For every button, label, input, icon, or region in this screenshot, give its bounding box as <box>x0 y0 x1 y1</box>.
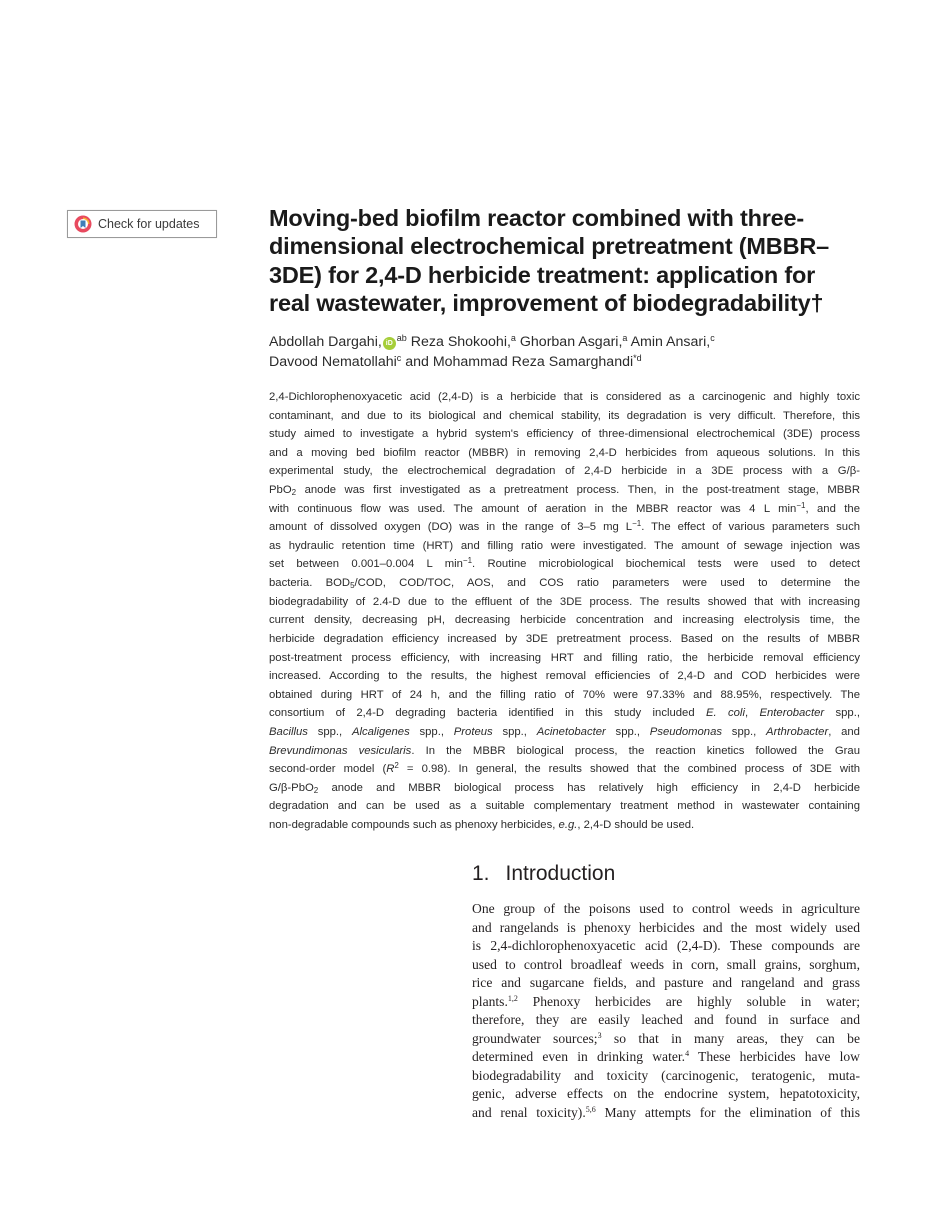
body-line <box>472 1030 860 1049</box>
abstract-line: increased. According to the results, the highest removal efficiencies of 2,4-D and COD herbicides were <box>269 670 860 683</box>
text-run: second-order model ( <box>269 763 387 776</box>
author-name: Ghorban Asgari, <box>515 334 623 350</box>
body-line: One group of the poisons used to control weeds in agriculture <box>472 901 860 916</box>
species-name: Acinetobacter <box>536 725 606 738</box>
superscript: 2 <box>394 761 399 771</box>
abstract-line <box>269 816 860 835</box>
body-line: genic, adverse effects on the endocrine system, hepatotoxicity, <box>472 1086 860 1101</box>
text-run: , and <box>828 725 860 738</box>
text-run: anode was first investigated as a pretreatment process. Then, in the post-treatment stage, MBBR <box>296 484 860 497</box>
text-run: set between 0.001–0.004 L min <box>269 558 463 571</box>
species-name: Proteus <box>453 725 493 738</box>
title-line: real wastewater, improvement of biodegradability† <box>269 289 824 316</box>
text-run: , 2,4-D should be used. <box>577 819 695 832</box>
abstract-line: and a moving bed biofilm reactor (MBBR) in removing 2,4-D herbicides from aqueous solutions. In this <box>269 446 860 459</box>
species-name: E. coli <box>705 707 745 720</box>
text-run: groundwater sources; <box>472 1030 598 1046</box>
section-title: Introduction <box>505 862 616 885</box>
text-run: e.g. <box>558 819 578 832</box>
citation-ref[interactable]: 4 <box>685 1049 690 1058</box>
text-run: PbO <box>269 484 292 497</box>
abstract-line: degradation and can be used as a suitable complementary treatment method in wastewater containing <box>269 800 860 813</box>
text-run: amount of dissolved oxygen (DO) was in the range of 3–5 mg L <box>269 521 633 534</box>
species-name: Alcaligenes <box>351 725 410 738</box>
abstract-line <box>269 779 860 798</box>
superscript: −1 <box>632 519 642 529</box>
body-line <box>472 1048 860 1067</box>
text-run: spp., <box>605 725 650 738</box>
affiliation-mark: a <box>510 333 516 343</box>
title-line: dimensional electrochemical pretreatment (MBBR– <box>269 233 829 260</box>
text-run: non-degradable compounds such as phenoxy herbicides, <box>269 819 559 832</box>
text-run: spp., <box>307 725 352 738</box>
math-symbol: R <box>386 763 395 776</box>
superscript: −1 <box>796 500 806 510</box>
body-line: is 2,4-dichlorophenoxyacetic acid (2,4-D). These compounds are <box>472 938 860 953</box>
citation-ref[interactable]: 1,2 <box>507 993 518 1003</box>
author-line <box>269 353 869 373</box>
text-run: Many attempts for the elimination of this <box>595 1104 860 1120</box>
author-name: Davood Nematollahi <box>269 353 397 370</box>
text-run: plants. <box>472 993 508 1009</box>
text-run: These herbicides have low <box>689 1049 860 1064</box>
species-name: Enterobacter <box>759 707 825 720</box>
title-line: Moving-bed biofilm reactor combined with three- <box>269 205 805 231</box>
abstract-line: biodegradability of 2.4-D due to the effluent of the 3DE process. The results showed that with increasing <box>269 595 860 608</box>
abstract-line <box>269 704 860 723</box>
abstract-line <box>269 555 860 574</box>
text-run: , <box>744 707 760 720</box>
subscript: 2 <box>313 785 319 795</box>
body-line: therefore, they are easily leached and found in surface and <box>472 1012 860 1027</box>
text-run: Phenoxy herbicides are highly soluble in water; <box>517 993 860 1009</box>
abstract-line: 2,4-Dichlorophenoxyacetic acid (2,4-D) is a herbicide that is considered as a carcinogenic and highly toxic <box>269 391 860 403</box>
text-run: spp., <box>409 725 454 738</box>
text-run: = 0.98). In general, the results showed that the combined process of 3DE with <box>398 763 860 776</box>
affiliation-mark: c <box>396 352 402 363</box>
species-name: Pseudomonas <box>649 725 723 738</box>
body-line <box>472 993 860 1012</box>
text-run: spp., <box>824 707 860 720</box>
text-run: so that in many areas, they can be <box>601 1030 860 1046</box>
affiliation-mark: c <box>710 333 715 343</box>
abstract <box>269 388 860 835</box>
text-run: with continuous flow was used. The amount of aeration in the MBBR reactor was 4 L min <box>269 502 797 515</box>
abstract-line <box>269 742 860 761</box>
abstract-line <box>269 723 860 742</box>
section-number: 1. <box>472 862 490 885</box>
author-list <box>269 333 869 372</box>
body-line: rice and sugarcane fields, and pasture and rangeland and grass <box>472 975 860 990</box>
text-run: determined even in drinking water. <box>472 1049 686 1064</box>
citation-ref[interactable]: 3 <box>597 1030 602 1040</box>
text-run: anode and MBBR biological process has relatively high efficiency in 2,4-D herbicide <box>318 781 860 794</box>
section-heading-introduction <box>472 862 615 886</box>
body-line: biodegradability and toxicity (carcinogenic, teratogenic, muta- <box>472 1067 860 1083</box>
text-run: . Routine microbiological biochemical tests were used to detect <box>472 558 860 571</box>
species-name: Bacillus <box>269 725 308 738</box>
orcid-icon[interactable]: iD <box>383 337 396 350</box>
check-for-updates-label: Check for updates <box>98 217 200 231</box>
author-line <box>269 333 869 353</box>
affiliation-mark: *d <box>633 352 642 363</box>
body-line: and rangelands is phenoxy herbicides and the most widely used <box>472 919 860 935</box>
affiliation-mark: a <box>622 333 628 343</box>
text-run: /COD, COD/TOC, AOS, and COS ratio parameters were used to determine the <box>354 577 860 590</box>
author-name: Abdollah Dargahi, <box>269 334 382 350</box>
introduction-body <box>472 900 860 1122</box>
abstract-line: post-treatment process efficiency, with increasing HRT and filling ratio, the herbicide removal efficiency <box>269 651 860 664</box>
text-run: . In the MBBR biological process, the reaction kinetics followed the Grau <box>411 744 860 757</box>
text-run: , and the <box>805 502 860 515</box>
abstract-line: study aimed to investigate a hybrid system's efficiency of three-dimensional electrochemical (3DE) process <box>269 428 860 441</box>
abstract-line: obtained during HRT of 24 h, and the filling ratio of 70% were 97.33% and 88.95%, respectively. The <box>269 688 860 701</box>
abstract-line: experimental study, the electrochemical degradation of 2,4-D herbicide in a 3DE process with a G/β- <box>269 465 860 478</box>
subscript: 5 <box>350 581 355 591</box>
text-run: bacteria. BOD <box>269 577 351 590</box>
author-name: Amin Ansari, <box>627 334 711 350</box>
species-name: Arthrobacter <box>766 725 829 738</box>
text-run: spp., <box>492 725 537 738</box>
body-line <box>472 1104 860 1123</box>
abstract-line: as hydraulic retention time (HRT) and filling ratio were investigated. The amount of sewage injection was <box>269 539 860 552</box>
text-run: and renal toxicity). <box>472 1104 586 1120</box>
species-name: Brevundimonas vesicularis <box>269 744 412 757</box>
author-name: Reza Shokoohi, <box>406 334 511 350</box>
subscript: 2 <box>291 488 297 498</box>
affiliation-mark: ab <box>396 333 407 343</box>
text-run: spp., <box>722 725 767 738</box>
abstract-line: current density, decreasing pH, decreasing herbicide concentration and increasing electrolysis time, the <box>269 614 860 627</box>
check-for-updates-button[interactable] <box>67 210 217 238</box>
citation-ref[interactable]: 5,6 <box>585 1104 596 1114</box>
title-line: 3DE) for 2,4-D herbicide treatment: application for <box>269 261 816 288</box>
abstract-line <box>269 518 860 537</box>
crossmark-icon <box>74 215 92 233</box>
text-run: consortium of 2,4-D degrading bacteria identified in this study included <box>269 707 706 720</box>
abstract-line <box>269 574 860 593</box>
body-line: used to control broadleaf weeds in corn, small grains, sorghum, <box>472 956 860 972</box>
abstract-line: contaminant, and due to its biological and chemical stability, its degradation is very difficult. Therefore, this <box>269 409 860 422</box>
abstract-line <box>269 760 860 779</box>
text-run: G/β-PbO <box>269 781 314 794</box>
abstract-line: herbicide degradation efficiency increased by 3DE pretreatment process. Based on the results of MBBR <box>269 632 860 645</box>
text-run: . The effect of various parameters such <box>641 521 860 534</box>
abstract-line <box>269 481 860 500</box>
author-name: and Mohammad Reza Samarghandi <box>401 353 634 370</box>
superscript: −1 <box>462 556 473 566</box>
abstract-line <box>269 500 860 519</box>
article-title <box>269 204 869 317</box>
